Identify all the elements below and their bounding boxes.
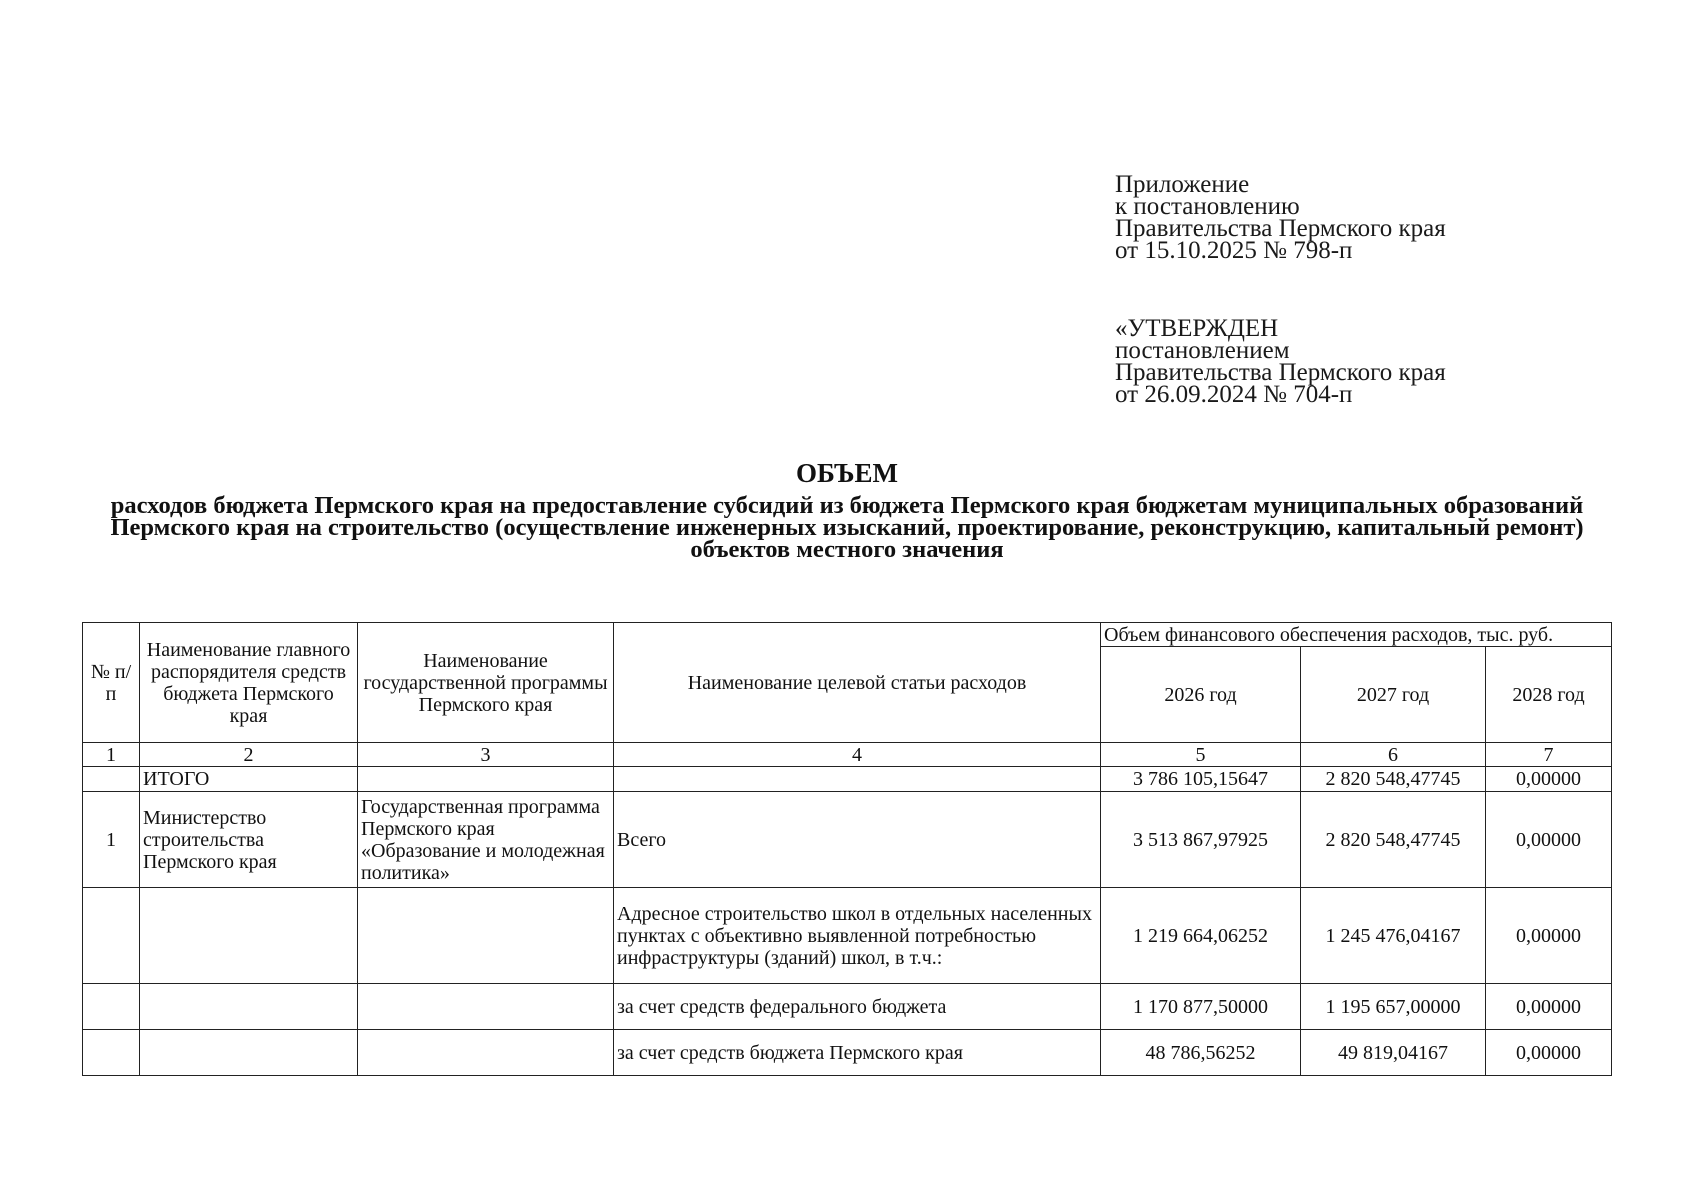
row-program xyxy=(358,984,614,1030)
row-distributor xyxy=(140,984,358,1030)
row-article: Адресное строительство школ в отдельных населенных пунктах с объективно выявленной потребностью инфраструктуры (зданий) школ, в т.ч.: xyxy=(614,888,1101,984)
row-2026: 48 786,56252 xyxy=(1101,1030,1301,1076)
row-2026: 1 219 664,06252 xyxy=(1101,888,1301,984)
header-program: Наименование государственной программы Пермского края xyxy=(358,623,614,743)
row-2026: 3 513 867,97925 xyxy=(1101,792,1301,888)
approved-line: от 26.09.2024 № 704-п xyxy=(1115,381,1353,408)
header-year-2028: 2028 год xyxy=(1486,647,1612,743)
row-2027: 49 819,04167 xyxy=(1301,1030,1486,1076)
header-distributor: Наименование главного распорядителя средств бюджета Пермского края xyxy=(140,623,358,743)
row-num: 1 xyxy=(83,792,140,888)
header-funding-group: Объем финансового обеспечения расходов, тыс. руб. xyxy=(1101,623,1612,647)
row-num xyxy=(83,984,140,1030)
row-num xyxy=(83,888,140,984)
approved-line: «УТВЕРЖДЕН xyxy=(1115,315,1279,342)
row-2028: 0,00000 xyxy=(1486,792,1612,888)
document-title: ОБЪЕМ xyxy=(796,458,898,488)
approval-line: к постановлению xyxy=(1115,193,1300,220)
total-label: ИТОГО xyxy=(140,767,358,792)
column-number: 1 xyxy=(83,743,140,767)
column-number: 6 xyxy=(1301,743,1486,767)
table-row xyxy=(83,888,1612,984)
approved-block xyxy=(1115,315,1446,408)
column-number: 4 xyxy=(614,743,1101,767)
total-2028: 0,00000 xyxy=(1486,767,1612,792)
row-article: за счет средств федерального бюджета xyxy=(614,984,1101,1030)
budget-table xyxy=(82,622,1612,1076)
row-program xyxy=(358,888,614,984)
row-2027: 2 820 548,47745 xyxy=(1301,792,1486,888)
column-number: 2 xyxy=(140,743,358,767)
row-2028: 0,00000 xyxy=(1486,888,1612,984)
total-row xyxy=(83,767,1612,792)
row-2027: 1 195 657,00000 xyxy=(1301,984,1486,1030)
row-article: Всего xyxy=(614,792,1101,888)
total-2027: 2 820 548,47745 xyxy=(1301,767,1486,792)
row-distributor: Министерство строительства Пермского края xyxy=(140,792,358,888)
row-program: Государственная программа Пермского края «Образование и молодежная политика» xyxy=(358,792,614,888)
column-number: 7 xyxy=(1486,743,1612,767)
row-2026: 1 170 877,50000 xyxy=(1101,984,1301,1030)
table-row xyxy=(83,984,1612,1030)
total-2026: 3 786 105,15647 xyxy=(1101,767,1301,792)
column-number-row xyxy=(83,743,1612,767)
row-distributor xyxy=(140,888,358,984)
table-row xyxy=(83,792,1612,888)
total-article-cell xyxy=(614,767,1101,792)
column-number: 5 xyxy=(1101,743,1301,767)
approval-line: Приложение xyxy=(1115,171,1250,198)
header-article: Наименование целевой статьи расходов xyxy=(614,623,1101,743)
approval-block xyxy=(1115,171,1446,264)
column-number: 3 xyxy=(358,743,614,767)
table-row xyxy=(83,1030,1612,1076)
approval-line: Правительства Пермского края xyxy=(1115,215,1446,242)
row-num xyxy=(83,1030,140,1076)
total-num-cell xyxy=(83,767,140,792)
row-article: за счет средств бюджета Пермского края xyxy=(614,1030,1101,1076)
row-2028: 0,00000 xyxy=(1486,1030,1612,1076)
row-2027: 1 245 476,04167 xyxy=(1301,888,1486,984)
approved-line: Правительства Пермского края xyxy=(1115,359,1446,386)
header-num: № п/п xyxy=(83,623,140,743)
row-2028: 0,00000 xyxy=(1486,984,1612,1030)
approval-line: от 15.10.2025 № 798-п xyxy=(1115,237,1353,264)
total-program-cell xyxy=(358,767,614,792)
header-year-2026: 2026 год xyxy=(1101,647,1301,743)
row-distributor xyxy=(140,1030,358,1076)
header-year-2027: 2027 год xyxy=(1301,647,1486,743)
table-header-row xyxy=(83,623,1612,647)
document-subtitle: расходов бюджета Пермского края на предоставление субсидий из бюджета Пермского края бюджетам муниципальных образований Пермского края на строительство (осуществление инженерных изысканий, проектирование, реконструкцию, капитальный ремонт) объектов местного значения xyxy=(110,492,1584,563)
row-program xyxy=(358,1030,614,1076)
approved-line: постановлением xyxy=(1115,337,1290,364)
